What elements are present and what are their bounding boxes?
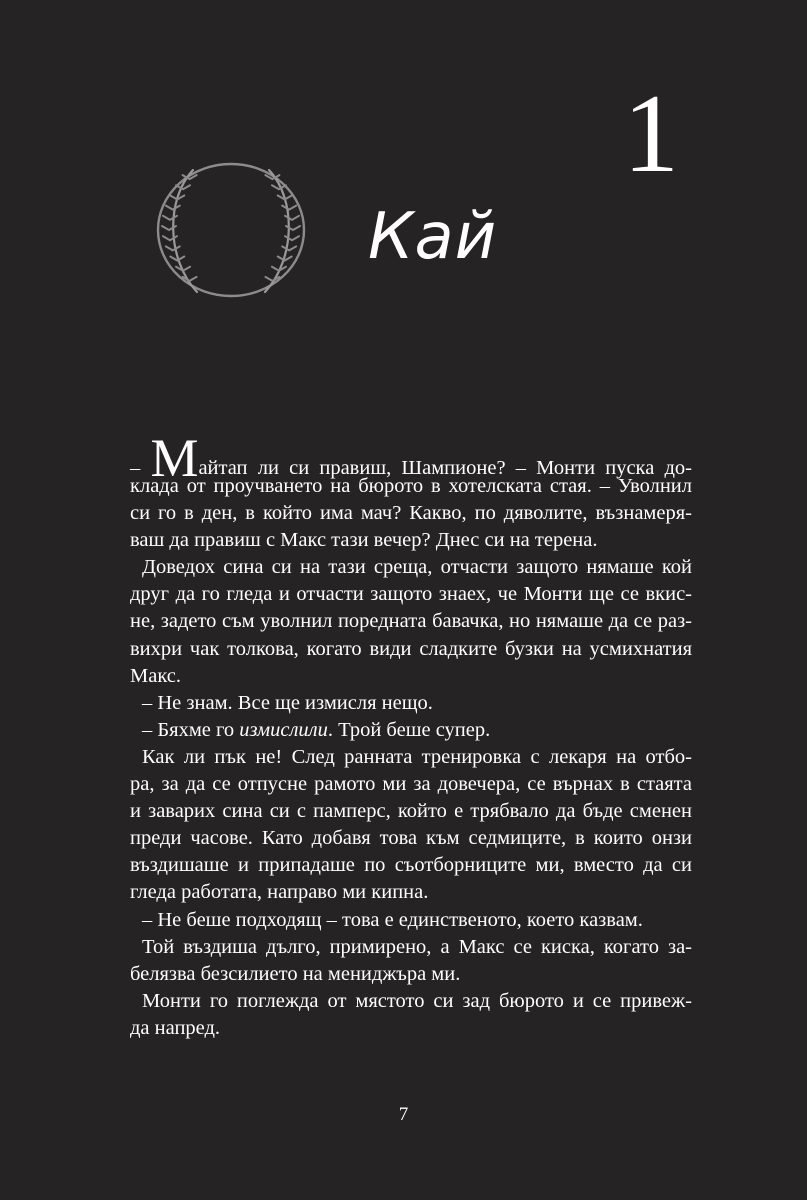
line-text: ваш да правиш с Макс тази вечер? Днес си на терена.	[130, 529, 598, 552]
line-text: клада от проучването на бюрото в хотелската стая. – Уволнил	[130, 475, 692, 497]
chapter-body	[130, 428, 692, 1042]
text-line	[130, 988, 692, 1015]
text-line	[130, 825, 692, 852]
text-line	[130, 879, 692, 906]
chapter-title: Кай	[368, 200, 498, 274]
line-text: и заварих сина си с памперс, който е трябвало да бъде сменен	[130, 800, 692, 823]
text-line	[130, 852, 692, 879]
page-number: 7	[398, 1104, 409, 1125]
line-text: преди часове. Като добавя това към седмиците, в които онзи	[130, 827, 692, 850]
stitch	[285, 216, 299, 220]
baseball-icon	[155, 160, 307, 300]
line-text: айтап ли си правиш, Шампионе? – Монти пуска до-	[198, 457, 692, 479]
line-text: – Не беше подходящ – това е единственото, което казвам.	[142, 908, 643, 931]
line-text: вихри чак толкова, когато види сладките бузки на усмихнатия	[130, 637, 692, 660]
text-line	[130, 608, 692, 635]
line-text: въздишаше и припадаше по съотборниците ми, вместо да си	[130, 854, 692, 877]
text-line	[130, 798, 692, 825]
text-line	[130, 717, 692, 744]
text-line	[130, 1015, 692, 1042]
line-text: Макс.	[130, 664, 181, 687]
stitch	[166, 246, 180, 250]
drop-cap: М	[150, 428, 199, 488]
line-text: гледа работата, направо ми кипна.	[130, 881, 429, 904]
text-line	[130, 771, 692, 798]
chapter-number: 1	[623, 72, 679, 196]
stitch	[163, 216, 177, 220]
text-line	[130, 527, 692, 554]
emphasis-text: измислили	[239, 718, 328, 741]
stitch	[166, 206, 180, 210]
stitch	[282, 246, 296, 250]
line-text: – Бяхме го	[142, 718, 240, 741]
line-text: да напред.	[130, 1016, 221, 1039]
text-line	[130, 663, 692, 690]
line-text: Как ли пък не! След ранната тренировка с лекаря на отбо-	[142, 745, 692, 768]
line-text: . Трой беше супер.	[327, 718, 491, 741]
line-text: Доведох сина си на тази среща, отчасти защото нямаше кой	[142, 556, 692, 579]
line-text: белязва безсилието на мениджъра ми.	[130, 962, 461, 985]
line-text: Монти го поглежда от мястото си зад бюрото и се привеж-	[142, 989, 692, 1012]
text-line	[130, 473, 692, 500]
line-text: Той въздиша дълго, примирено, а Макс се киска, когато за-	[142, 935, 692, 958]
text-line	[130, 690, 692, 717]
line-text: друг да го гледа и отчасти защото знаех, че Монти ще се вкис-	[130, 583, 692, 606]
text-line	[130, 934, 692, 961]
text-line	[130, 581, 692, 608]
line-text: ра, за да се отпусне рамото ми за довечера, се върнах в стаята	[130, 773, 692, 796]
line-text: си го в ден, в който има мач? Какво, по дяволите, възнамеря-	[130, 502, 692, 525]
line-text: –	[130, 457, 151, 479]
text-line	[130, 554, 692, 581]
text-line	[130, 636, 692, 663]
line-text: – Не знам. Все ще измисля нещо.	[142, 691, 433, 714]
text-line	[130, 744, 692, 771]
text-line	[130, 961, 692, 988]
stitch	[282, 206, 296, 210]
text-line	[130, 907, 692, 934]
line-text: не, задето съм уволнил поредната бавачка, но нямаше да се раз-	[130, 610, 692, 633]
text-line	[130, 500, 692, 527]
